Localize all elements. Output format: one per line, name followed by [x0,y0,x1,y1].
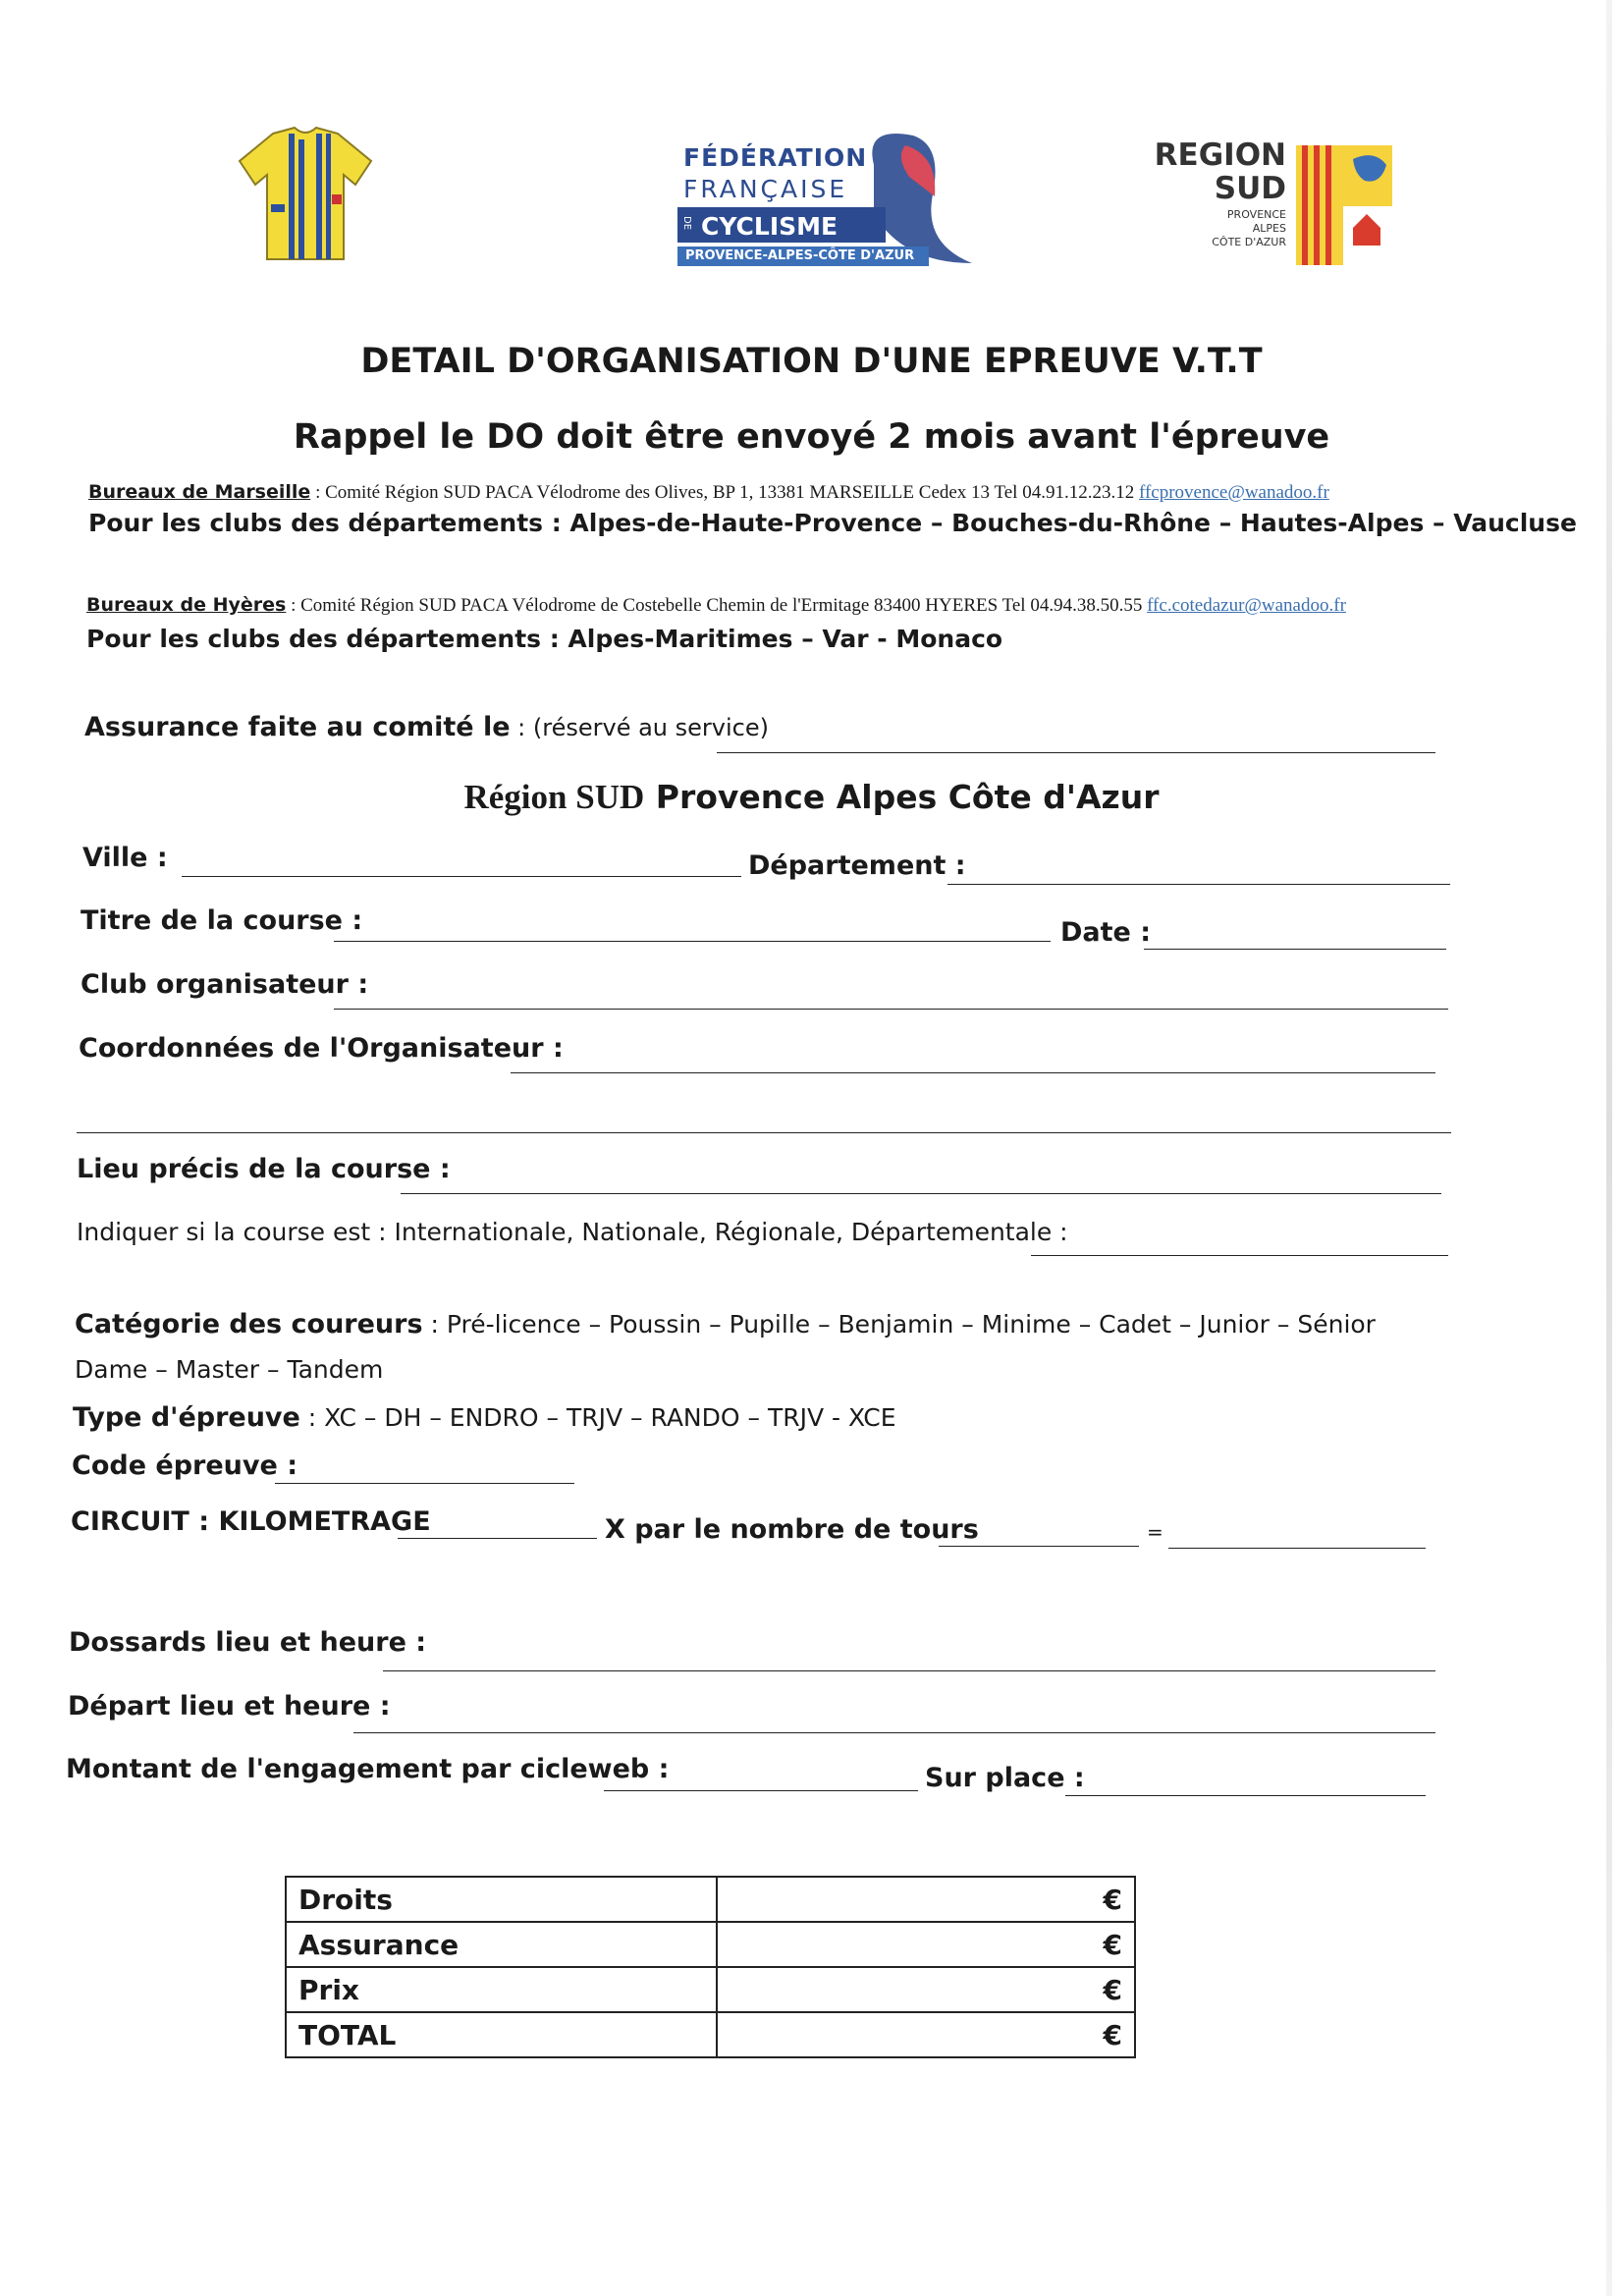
bureau-hyeres-email[interactable]: ffc.cotedazur@wanadoo.fr [1147,595,1346,616]
ffc-line2: FRANÇAISE [683,175,848,203]
region-small3: CÔTE D'AZUR [1212,236,1286,248]
region-line1: REGION [1154,137,1286,173]
region-sud-logo [1149,137,1404,269]
cost-label-droits: Droits [286,1877,717,1922]
type-field [73,1402,896,1433]
lieu-label: Lieu précis de la course : [77,1154,451,1184]
table-row [286,1922,1135,1967]
indiquer-line[interactable] [1031,1255,1448,1256]
region-heading-bold: Région SUD [463,778,645,816]
depart-line[interactable] [353,1732,1435,1733]
ville-line[interactable] [182,876,741,877]
bureau-marseille-label: Bureaux de Marseille [88,481,311,503]
montant-label: Montant de l'engagement par cicleweb : [66,1754,670,1784]
assurance-field [84,712,769,742]
ffc-de: DE [681,216,692,231]
coordonnees-line-2[interactable] [77,1132,1451,1133]
date-line[interactable] [1144,949,1446,950]
equals-sign: = [1147,1520,1163,1544]
ffc-logo [677,126,992,273]
region-small1: PROVENCE [1226,208,1286,221]
type-label: Type d'épreuve [73,1402,300,1433]
bureau-marseille-clubs: Pour les clubs des départements : Alpes-de-Haute-Provence – Bouches-du-Rhône – Hautes-Alpes – Vaucluse [88,509,1577,537]
region-heading [0,778,1623,817]
titre-line[interactable] [334,941,1051,942]
bureau-hyeres-label: Bureaux de Hyères [86,594,287,616]
montant-line[interactable] [604,1790,918,1791]
categorie-label: Catégorie des coureurs [75,1309,423,1339]
table-row [286,1967,1135,2012]
circuit-line[interactable] [398,1538,597,1539]
cost-value-assurance[interactable]: € [717,1922,1135,1967]
categorie-values: : Pré-licence – Poussin – Pupille – Benjamin – Minime – Cadet – Junior – Sénior [422,1310,1376,1339]
dossards-label: Dossards lieu et heure : [69,1627,427,1658]
ffc-line3: CYCLISME [701,212,839,241]
ville-label: Ville : [82,843,168,873]
bureau-marseille-address: : Comité Région SUD PACA Vélodrome des Olives, BP 1, 13381 MARSEILLE Cedex 13 Tel 04.91.12.23.12 [310,482,1139,503]
page-title: DETAIL D'ORGANISATION D'UNE EPREUVE V.T.T [360,342,1263,381]
date-label: Date : [1060,917,1152,948]
code-line[interactable] [275,1483,574,1484]
cost-value-droits[interactable]: € [717,1877,1135,1922]
sur-place-line[interactable] [1065,1795,1426,1796]
result-line[interactable] [1168,1548,1426,1549]
bureau-marseille [88,481,1329,504]
table-row [286,1877,1135,1922]
club-label: Club organisateur : [81,969,369,1000]
club-line[interactable] [334,1009,1448,1010]
bureau-marseille-email[interactable]: ffcprovence@wanadoo.fr [1138,482,1329,503]
sur-place-label: Sur place : [925,1763,1085,1793]
region-line2: SUD [1214,171,1286,206]
cost-value-prix[interactable]: € [717,1967,1135,2012]
cost-label-prix: Prix [286,1967,717,2012]
indiquer-label: Indiquer si la course est : Internationale, Nationale, Régionale, Départementale : [77,1218,1068,1246]
region-heading-rest: Provence Alpes Côte d'Azur [644,778,1160,816]
assurance-label: Assurance faite au comité le [84,712,511,742]
page-subtitle: Rappel le DO doit être envoyé 2 mois avant l'épreuve [293,417,1330,457]
tours-line[interactable] [939,1546,1139,1547]
circuit-label: CIRCUIT : KILOMETRAGE [71,1506,431,1537]
bureau-hyeres-clubs: Pour les clubs des départements : Alpes-Maritimes – Var - Monaco [86,625,1003,653]
coordonnees-line[interactable] [511,1072,1435,1073]
depart-label: Départ lieu et heure : [68,1691,391,1722]
cost-value-total[interactable]: € [717,2012,1135,2057]
departement-label: Département : [748,850,966,881]
costs-table [285,1876,1136,2058]
scan-edge [1606,0,1612,2296]
ffc-line1: FÉDÉRATION [683,143,868,172]
cost-label-total: TOTAL [286,2012,717,2057]
departement-line[interactable] [947,884,1450,885]
dossards-line[interactable] [383,1670,1435,1671]
bureau-hyeres [86,594,1346,617]
assurance-note: : (réservé au service) [510,714,769,741]
code-label: Code épreuve : [72,1450,298,1481]
jersey-logo [234,126,377,265]
titre-label: Titre de la course : [81,905,363,936]
coordonnees-label: Coordonnées de l'Organisateur : [79,1033,564,1064]
lieu-line[interactable] [401,1193,1441,1194]
assurance-line[interactable] [717,752,1435,753]
tours-label: X par le nombre de tours [605,1514,979,1545]
bureau-hyeres-address: : Comité Région SUD PACA Vélodrome de Costebelle Chemin de l'Ermitage 83400 HYERES Tel 04.94.38.50.55 [286,595,1148,616]
cost-label-assurance: Assurance [286,1922,717,1967]
table-row [286,2012,1135,2057]
categorie-field [75,1309,1376,1339]
type-values: : XC – DH – ENDRO – TRJV – RANDO – TRJV - XCE [299,1403,896,1432]
ffc-line4: PROVENCE-ALPES-CÔTE D'AZUR [685,248,915,263]
region-small2: ALPES [1252,222,1286,235]
categorie-values-2: Dame – Master – Tandem [75,1355,384,1384]
